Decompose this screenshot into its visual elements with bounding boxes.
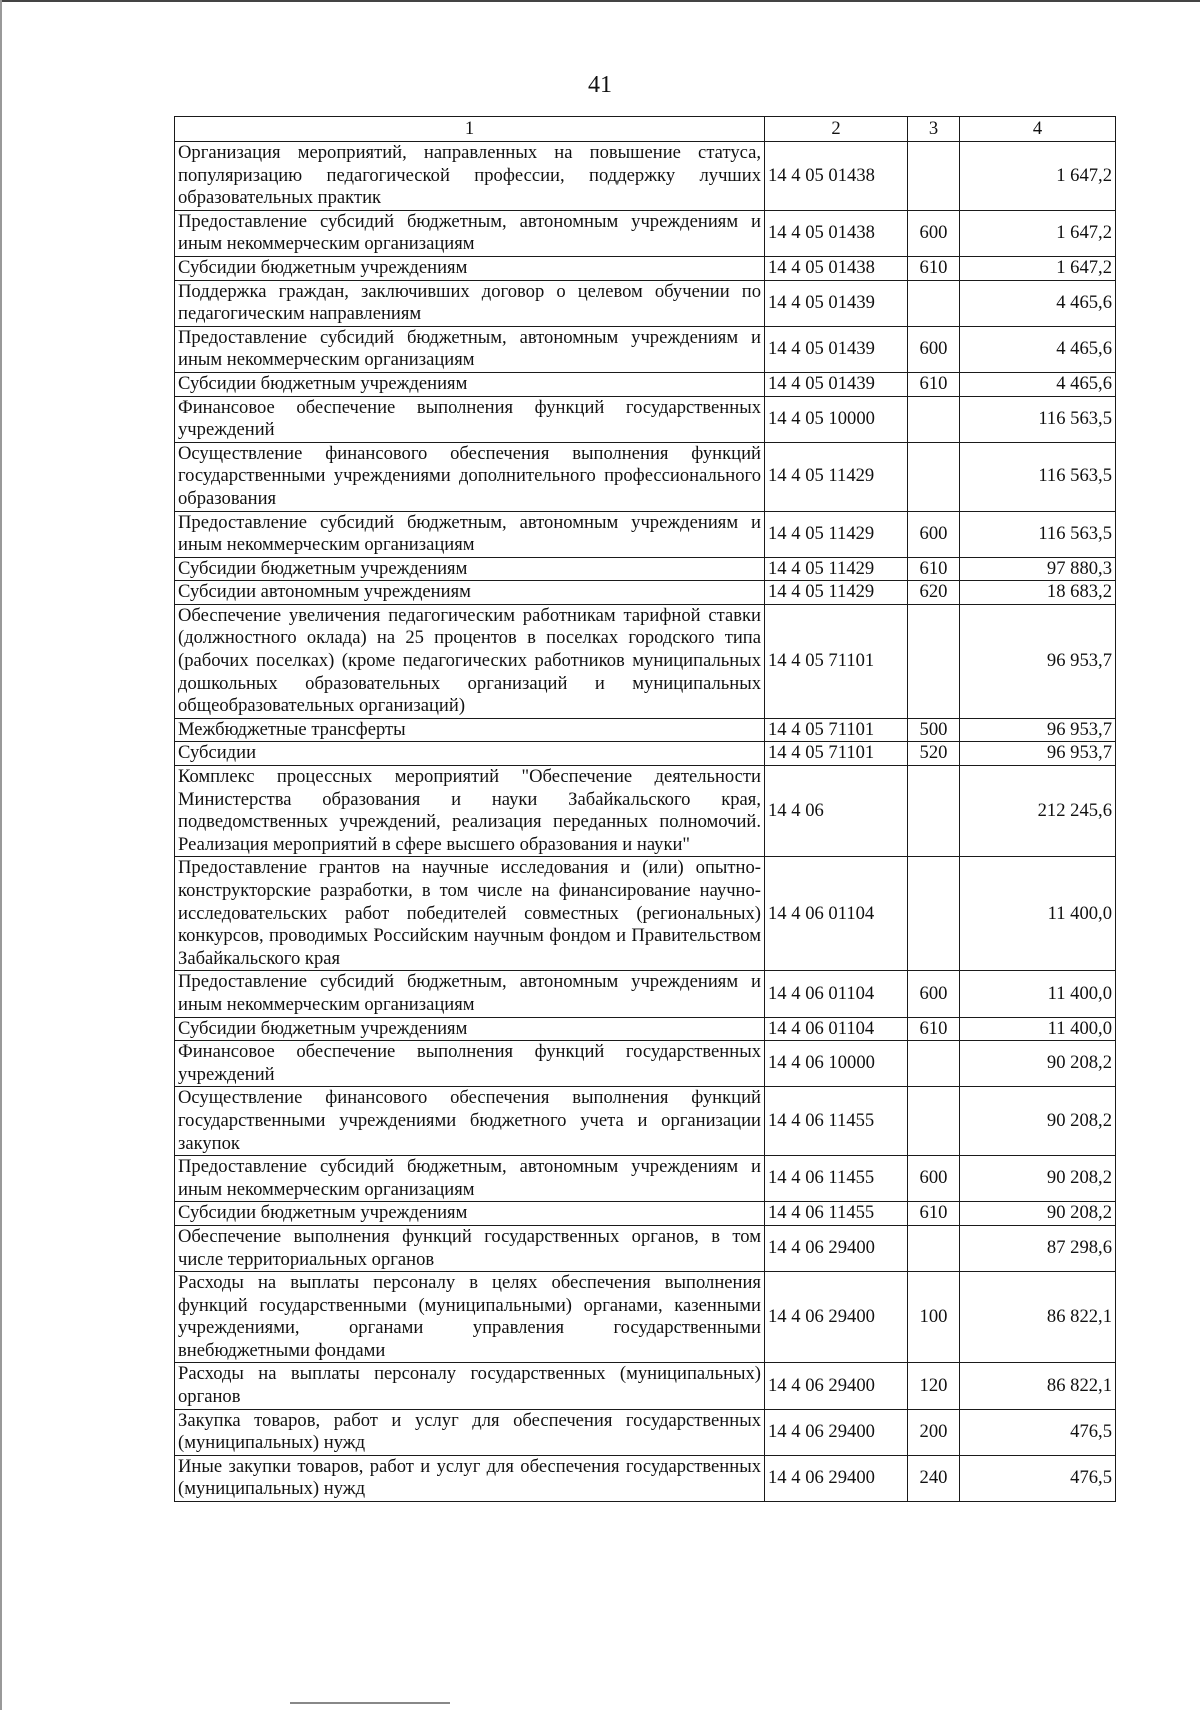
row-expense-type-cell [908,766,960,857]
row-expense-type-cell [908,396,960,442]
row-amount-cell: 4 465,6 [960,372,1116,396]
row-code-cell: 14 4 06 01104 [765,857,908,971]
row-expense-type-cell: 620 [908,581,960,605]
row-amount-cell: 87 298,6 [960,1225,1116,1271]
row-expense-type-cell: 610 [908,372,960,396]
scan-border-left [0,0,2,1710]
row-amount-cell: 476,5 [960,1455,1116,1501]
row-expense-type-cell [908,1041,960,1087]
budget-table [174,116,1116,1502]
table-row [175,1225,1116,1271]
row-expense-type-cell [908,142,960,211]
row-code-cell: 14 4 05 01439 [765,372,908,396]
row-expense-type-cell: 600 [908,511,960,557]
row-amount-cell: 4 465,6 [960,280,1116,326]
header-col-4: 4 [960,117,1116,142]
row-code-cell: 14 4 05 01438 [765,210,908,256]
table-row [175,557,1116,581]
row-code-cell: 14 4 06 29400 [765,1455,908,1501]
row-code-cell: 14 4 05 01438 [765,256,908,280]
row-amount-cell: 1 647,2 [960,142,1116,211]
row-expense-type-cell [908,1087,960,1156]
row-name-cell: Субсидии бюджетным учреждениям [175,372,765,396]
row-expense-type-cell [908,1225,960,1271]
table-row [175,256,1116,280]
row-expense-type-cell: 600 [908,1156,960,1202]
row-code-cell: 14 4 05 01439 [765,326,908,372]
scan-border-bottom [290,1702,450,1704]
row-code-cell: 14 4 05 71101 [765,742,908,766]
row-expense-type-cell: 100 [908,1272,960,1363]
row-expense-type-cell: 610 [908,1202,960,1226]
row-expense-type-cell: 600 [908,210,960,256]
row-amount-cell: 96 953,7 [960,604,1116,718]
row-amount-cell: 90 208,2 [960,1087,1116,1156]
row-code-cell: 14 4 06 29400 [765,1363,908,1409]
row-amount-cell: 97 880,3 [960,557,1116,581]
row-name-cell: Субсидии бюджетным учреждениям [175,1202,765,1226]
row-code-cell: 14 4 05 71101 [765,718,908,742]
row-code-cell: 14 4 06 10000 [765,1041,908,1087]
table-row [175,742,1116,766]
row-code-cell: 14 4 06 11455 [765,1156,908,1202]
row-amount-cell: 116 563,5 [960,442,1116,511]
table-row [175,142,1116,211]
table-row [175,766,1116,857]
row-expense-type-cell: 240 [908,1455,960,1501]
row-amount-cell: 86 822,1 [960,1363,1116,1409]
row-name-cell: Субсидии бюджетным учреждениям [175,557,765,581]
scan-border-top [0,0,1200,2]
row-expense-type-cell: 520 [908,742,960,766]
table-row [175,511,1116,557]
row-amount-cell: 1 647,2 [960,210,1116,256]
table-row [175,1455,1116,1501]
table-row [175,372,1116,396]
row-expense-type-cell: 600 [908,971,960,1017]
table-row [175,1272,1116,1363]
row-amount-cell: 96 953,7 [960,718,1116,742]
row-expense-type-cell [908,442,960,511]
row-amount-cell: 116 563,5 [960,396,1116,442]
row-name-cell: Предоставление субсидий бюджетным, автономным учреждениям и иным некоммерческим организациям [175,971,765,1017]
row-name-cell: Субсидии бюджетным учреждениям [175,1017,765,1041]
row-code-cell: 14 4 05 11429 [765,511,908,557]
row-expense-type-cell: 200 [908,1409,960,1455]
row-name-cell: Субсидии автономным учреждениям [175,581,765,605]
row-amount-cell: 90 208,2 [960,1202,1116,1226]
row-expense-type-cell [908,857,960,971]
table-row [175,1087,1116,1156]
header-col-2: 2 [765,117,908,142]
row-name-cell: Межбюджетные трансферты [175,718,765,742]
row-amount-cell: 90 208,2 [960,1041,1116,1087]
table-row [175,396,1116,442]
row-amount-cell: 4 465,6 [960,326,1116,372]
table-row [175,581,1116,605]
header-row [175,117,1116,142]
table-row [175,1363,1116,1409]
row-name-cell: Предоставление субсидий бюджетным, автономным учреждениям и иным некоммерческим организациям [175,1156,765,1202]
row-name-cell: Иные закупки товаров, работ и услуг для обеспечения государственных (муниципальных) нужд [175,1455,765,1501]
row-amount-cell: 11 400,0 [960,857,1116,971]
table-row [175,604,1116,718]
row-code-cell: 14 4 06 01104 [765,1017,908,1041]
row-code-cell: 14 4 05 11429 [765,442,908,511]
row-code-cell: 14 4 06 29400 [765,1272,908,1363]
row-name-cell: Субсидии бюджетным учреждениям [175,256,765,280]
row-name-cell: Предоставление субсидий бюджетным, автономным учреждениям и иным некоммерческим организациям [175,210,765,256]
row-code-cell: 14 4 06 29400 [765,1225,908,1271]
table-row [175,857,1116,971]
row-name-cell: Предоставление субсидий бюджетным, автономным учреждениям и иным некоммерческим организациям [175,511,765,557]
table-row [175,210,1116,256]
table-row [175,1017,1116,1041]
row-name-cell: Финансовое обеспечение выполнения функций государственных учреждений [175,1041,765,1087]
row-code-cell: 14 4 05 01439 [765,280,908,326]
row-expense-type-cell [908,604,960,718]
row-amount-cell: 116 563,5 [960,511,1116,557]
row-name-cell: Расходы на выплаты персоналу государственных (муниципальных) органов [175,1363,765,1409]
row-name-cell: Обеспечение увеличения педагогическим работникам тарифной ставки (должностного оклада) на 25 процентов в поселках городского типа (рабочих поселках) (кроме педагогических работников муниципальных дошкольных образовательных организаций и муниципальных общеобразовательных организаций) [175,604,765,718]
row-name-cell: Комплекс процессных мероприятий "Обеспечение деятельности Министерства образования и науки Забайкальского края, подведомственных учреждений, реализация переданных полномочий. Реализация мероприятий в сфере высшего образования и науки" [175,766,765,857]
row-amount-cell: 1 647,2 [960,256,1116,280]
row-expense-type-cell [908,280,960,326]
row-name-cell: Расходы на выплаты персоналу в целях обеспечения выполнения функций государственными (муниципальными) органами, казенными учреждениями, органами управления государственными внебюджетными фондами [175,1272,765,1363]
table-row [175,971,1116,1017]
row-expense-type-cell: 610 [908,557,960,581]
row-name-cell: Закупка товаров, работ и услуг для обеспечения государственных (муниципальных) нужд [175,1409,765,1455]
row-name-cell: Осуществление финансового обеспечения выполнения функций государственными учреждениями бюджетного учета и организации закупок [175,1087,765,1156]
row-name-cell: Предоставление грантов на научные исследования и (или) опытно-конструкторские разработки, в том числе на финансирование научно-исследовательских работ победителей совместных (региональных) конкурсов, проводимых Российским научным фондом и Правительством Забайкальского края [175,857,765,971]
row-name-cell: Организация мероприятий, направленных на повышение статуса, популяризацию педагогической профессии, поддержку лучших образовательных практик [175,142,765,211]
row-code-cell: 14 4 05 01438 [765,142,908,211]
row-amount-cell: 86 822,1 [960,1272,1116,1363]
row-name-cell: Осуществление финансового обеспечения выполнения функций государственными учреждениями дополнительного профессионального образования [175,442,765,511]
row-code-cell: 14 4 06 [765,766,908,857]
row-code-cell: 14 4 05 11429 [765,557,908,581]
table-row [175,326,1116,372]
row-expense-type-cell: 610 [908,256,960,280]
header-col-1: 1 [175,117,765,142]
row-code-cell: 14 4 05 10000 [765,396,908,442]
row-expense-type-cell: 500 [908,718,960,742]
row-code-cell: 14 4 06 01104 [765,971,908,1017]
row-code-cell: 14 4 05 11429 [765,581,908,605]
table-body [175,142,1116,1502]
table-row [175,1156,1116,1202]
row-code-cell: 14 4 06 11455 [765,1087,908,1156]
row-amount-cell: 90 208,2 [960,1156,1116,1202]
row-name-cell: Субсидии [175,742,765,766]
table-row [175,718,1116,742]
row-amount-cell: 96 953,7 [960,742,1116,766]
row-code-cell: 14 4 06 11455 [765,1202,908,1226]
row-name-cell: Обеспечение выполнения функций государственных органов, в том числе территориальных органов [175,1225,765,1271]
table-row [175,280,1116,326]
row-expense-type-cell: 600 [908,326,960,372]
page-number: 41 [588,72,612,98]
row-name-cell: Финансовое обеспечение выполнения функций государственных учреждений [175,396,765,442]
row-amount-cell: 212 245,6 [960,766,1116,857]
table-row [175,1202,1116,1226]
row-expense-type-cell: 120 [908,1363,960,1409]
header-col-3: 3 [908,117,960,142]
table-row [175,1409,1116,1455]
table-header [175,117,1116,142]
row-amount-cell: 18 683,2 [960,581,1116,605]
row-code-cell: 14 4 06 29400 [765,1409,908,1455]
row-code-cell: 14 4 05 71101 [765,604,908,718]
row-amount-cell: 11 400,0 [960,971,1116,1017]
row-name-cell: Предоставление субсидий бюджетным, автономным учреждениям и иным некоммерческим организациям [175,326,765,372]
table-row [175,1041,1116,1087]
row-name-cell: Поддержка граждан, заключивших договор о целевом обучении по педагогическим направлениям [175,280,765,326]
row-amount-cell: 11 400,0 [960,1017,1116,1041]
table-row [175,442,1116,511]
row-amount-cell: 476,5 [960,1409,1116,1455]
row-expense-type-cell: 610 [908,1017,960,1041]
